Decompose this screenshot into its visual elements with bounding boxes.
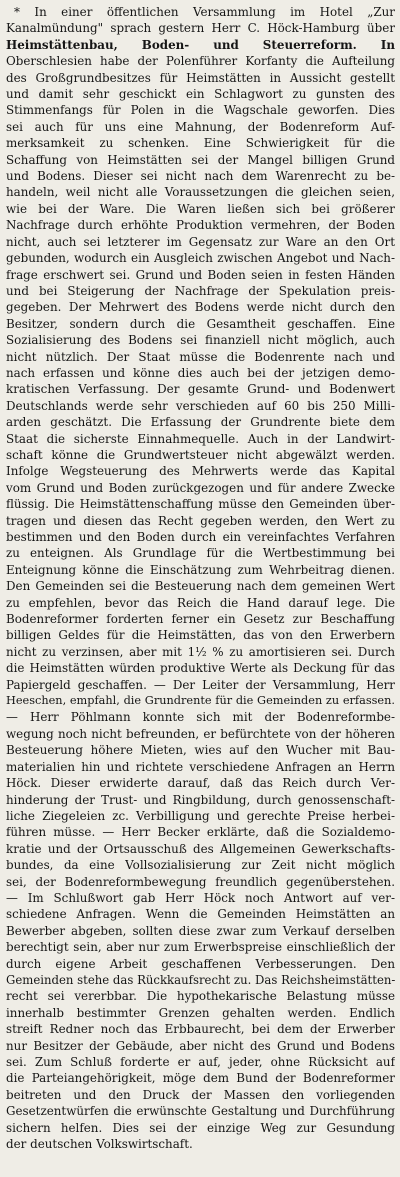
article-line: arden geschätzt. Die Erfassung der Grundrente biete dem: [6, 415, 395, 430]
article-line: sei auch für uns eine Mahnung, der Bodenreform Auf-: [6, 119, 395, 134]
article-line: Deutschlands werde sehr verschieden auf 60 bis 250 Milli-: [6, 398, 395, 413]
article-line: Bodenreformer forderten ferner ein Gesetz zur Beschaffung: [6, 612, 395, 627]
article-line: berechtigt sein, aber nur zum Erwerbspreise einschließlich der: [6, 940, 395, 955]
article-line: flüssig. Die Heimstättenschaffung müsse den Gemeinden über-: [6, 497, 395, 512]
article-line: und Bodens. Dieser sei nicht nach dem Warenrecht zu be-: [6, 169, 395, 184]
article-line: hinderung der Trust- und Ringbildung, durch genossenschaft-: [6, 792, 395, 807]
article-line: die Heimstätten würden produktive Werte als Deckung für das: [6, 661, 395, 676]
article-line: Höck. Dieser erwiderte darauf, daß das Reich durch Ver-: [6, 776, 395, 791]
article-line: der deutschen Volkswirtschaft.: [6, 1137, 193, 1152]
article-line: nicht nützlich. Der Staat müsse die Bodenrente nach und: [6, 349, 395, 364]
article-line: billigen Geldes für die Heimstätten, das von den Erwerbern: [6, 628, 395, 643]
article-line: gebunden, wodurch ein Ausgleich zwischen Angebot und Nach-: [6, 251, 395, 266]
article-line: und bei Steigerung der Nachfrage der Spekulation preis-: [6, 283, 395, 298]
article-line: und damit sehr geschickt ein Schlagwort zu gunsten des: [6, 87, 395, 102]
article-line: frage erschwert sei. Grund und Boden seien in festen Händen: [6, 267, 395, 282]
article-line: nur Besitzer der Gebäude, aber nicht des Grund und Bodens: [6, 1038, 395, 1053]
article-line: zu enteignen. Als Grundlage für die Wertbestimmung bei: [6, 546, 395, 561]
article-line: bestimmen und den Boden durch ein vereinfachtes Verfahren: [6, 530, 395, 544]
article-line: wie bei der Ware. Die Waren ließen sich bei größerer: [6, 201, 395, 216]
article-line: schaft könne die Grundwertsteuer nicht abgewälzt werden.: [6, 447, 395, 462]
article-line: tragen und diesen das Recht gegeben werden, den Wert zu: [6, 513, 395, 528]
article-line: Stimmenfangs für Polen in die Wagschale geworfen. Dies: [6, 103, 395, 118]
article-line: handeln, weil nicht alle Voraussetzungen die gleichen seien,: [6, 185, 395, 200]
article-line: des Großgrundbesitzes für Heimstätten in Aussicht gestellt: [6, 70, 395, 85]
article-line: vom Grund und Boden zurückgezogen und für andere Zwecke: [6, 480, 395, 495]
article-line: Gemeinden stehe das Rückkaufsrecht zu. Das Reichsheimstätten-: [6, 972, 395, 987]
article-line: Besteuerung höhere Mieten, wies auf den Wucher mit Bau-: [6, 743, 395, 758]
article-line: Heeschen, empfahl, die Grundrente für die Gemeinden zu erfassen.: [6, 694, 395, 708]
article-line: sei. Zum Schluß forderte er auf, jeder, ohne Rücksicht auf: [6, 1055, 395, 1069]
article-line: * In einer öffentlichen Versammlung im Hotel „Zur: [14, 5, 395, 19]
article-line: sei, der Bodenreformbewegung freundlich gegenüberstehen.: [6, 874, 395, 889]
article-line: Sozialisierung des Bodens sei finanziell nicht möglich, auch: [6, 333, 395, 348]
article-line: Papiergeld geschaffen. — Der Leiter der Versammlung, Herr: [6, 677, 395, 692]
article-line: nicht zu verzinsen, aber mit 1½ % zu amortisieren sei. Durch: [6, 644, 395, 659]
article-line: innerhalb bestimmter Grenzen gehalten werden. Endlich: [6, 1005, 395, 1020]
article-line: durch eigene Arbeit geschaffenen Verbesserungen. Den: [6, 956, 395, 971]
article-line: merksamkeit zu schenken. Eine Schwierigkeit für die: [6, 136, 395, 151]
article-line: Oberschlesien habe der Polenführer Korfanty die Aufteilung: [6, 54, 395, 69]
article-line: Staat die sicherste Einnahmequelle. Auch in der Landwirt-: [6, 431, 395, 446]
article-line: — Im Schlußwort gab Herr Höck noch Antwort auf ver-: [6, 890, 395, 905]
article-line: Den Gemeinden sei die Besteuerung nach dem gemeinen Wert: [6, 579, 395, 594]
article-line: die Parteiangehörigkeit, möge dem Bund der Bodenreformer: [6, 1071, 395, 1086]
article-line: — Herr Pöhlmann konnte sich mit der Bodenreformbe-: [6, 710, 395, 725]
article-line: kratischen Verfassung. Der gesamte Grund- und Bodenwert: [6, 382, 395, 397]
article-line: Heimstättenbau, Boden- und Steuerreform. In: [6, 37, 395, 52]
article-line: zu empfehlen, bevor das Reich die Hand darauf lege. Die: [6, 595, 395, 610]
article-line: Schaffung von Heimstätten sei der Mangel billigen Grund: [6, 152, 395, 167]
article-line: beitreten und den Druck der Massen den vorliegenden: [6, 1087, 395, 1102]
article-line: Kanalmündung" sprach gestern Herr C. Höck-Hamburg über: [6, 21, 395, 36]
article-line: streift Redner noch das Erbbaurecht, bei dem der Erwerber: [6, 1022, 395, 1037]
article-line: Infolge Wegsteuerung des Mehrwerts werde das Kapital: [6, 464, 395, 479]
article-text: [6, 4, 395, 1152]
article-line: nach erfassen und könne dies auch bei der jetzigen demo-: [6, 365, 395, 380]
article-line: schiedene Anfragen. Wenn die Gemeinden Heimstätten an: [6, 907, 395, 922]
article-line: liche Ziegeleien zc. Verbilligung und gerechte Preise herbei-: [6, 808, 395, 823]
article-line: recht sei vererbbar. Die hypothekarische Belastung müsse: [6, 989, 395, 1004]
article-line: Nachfrage durch erhöhte Produktion vermehren, der Boden: [6, 218, 395, 233]
article-line: gegeben. Der Mehrwert des Bodens werde nicht durch den: [6, 300, 395, 315]
article-line: sichern helfen. Dies sei der einzige Weg zur Gesundung: [6, 1120, 395, 1135]
article-line: Gesetzentwürfen die erwünschte Gestaltung und Durchführung: [6, 1104, 395, 1119]
article-line: Bewerber abgeben, sollten diese zwar zum Verkauf derselben: [6, 923, 395, 938]
article-line: materialien hin und richtete verschiedene Anfragen an Herrn: [6, 759, 395, 774]
article-line: führen müsse. — Herr Becker erklärte, daß die Sozialdemo-: [6, 825, 395, 840]
article-line: Besitzer, sondern durch die Gesamtheit geschaffen. Eine: [6, 316, 395, 331]
article-line: bundes, da eine Vollsozialisierung zur Zeit nicht möglich: [6, 858, 395, 873]
article-line: Enteignung könne die Einschätzung zum Wehrbeitrag dienen.: [6, 562, 395, 577]
article-line: nicht, auch sei letzterer im Gegensatz zur Ware an den Ort: [6, 234, 395, 249]
article-line: wegung noch nicht befreunden, er befürchtete von der höheren: [6, 726, 395, 741]
article-line: kratie und der Ortsausschuß des Allgemeinen Gewerkschafts-: [6, 841, 395, 856]
